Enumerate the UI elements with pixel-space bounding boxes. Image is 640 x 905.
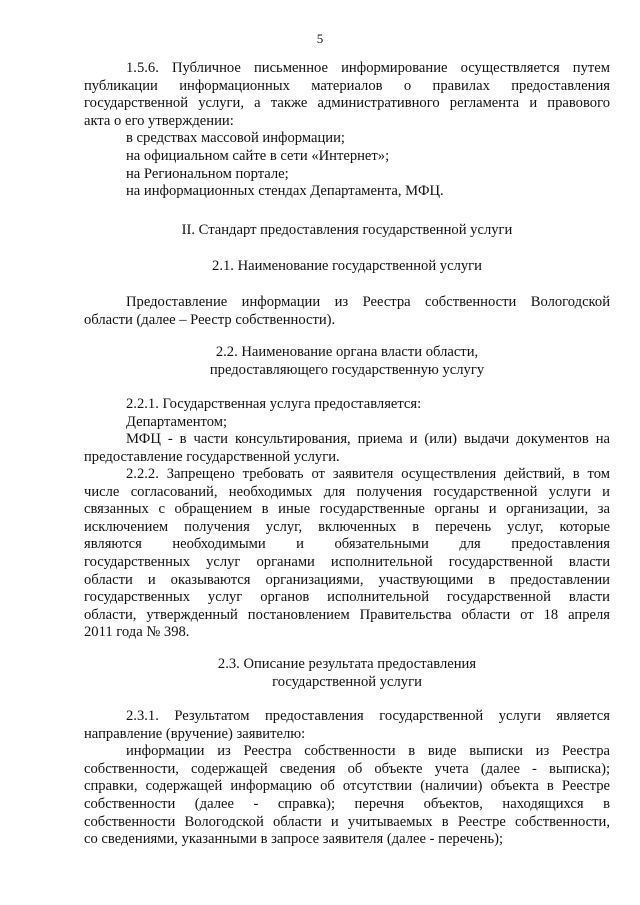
- heading-line: 2.2. Наименование органа власти области,: [215, 344, 479, 360]
- heading-2-2: [84, 344, 610, 379]
- section-2-3-1: [84, 708, 610, 849]
- text-line: собственности (далее - справка); перечня объектов, находящихся в: [84, 795, 610, 812]
- text-line: со сведениями, указанными в запросе заявителя (далее - перечень);: [84, 831, 504, 848]
- heading-line: 2.3. Описание результата предоставления: [217, 656, 477, 672]
- text-line: исключением получения услуг, включенных в перечень услуг, которые: [84, 518, 610, 535]
- text-line: 2.2.1. Государственная услуга предоставляется:: [126, 396, 422, 412]
- paragraph-2-1: [84, 294, 610, 329]
- heading-section-2: II. Стандарт предоставления государственной услуги: [181, 222, 513, 238]
- text-line: области и оказываются организациями, участвующими в предоставлении: [84, 571, 610, 588]
- list-item: в средствах массовой информации;: [126, 130, 345, 147]
- heading-2-1: 2.1. Наименование государственной услуги: [212, 258, 482, 274]
- text-line: области, утвержденный постановлением Правительства области от 18 апреля: [84, 606, 610, 623]
- text-line: собственности Вологодской области и учитываемых в Реестре собственности,: [84, 813, 610, 830]
- text-line: Предоставление информации из Реестра собственности Вологодской: [126, 294, 610, 310]
- text-line: публикации информационных материалов о правилах предоставления: [84, 77, 610, 94]
- text-line: МФЦ - в части консультирования, приема и (или) выдачи документов на: [126, 431, 610, 448]
- text-line: направление (вручение) заявителю:: [84, 725, 306, 742]
- text-line: государственных услуг органами исполнительной государственной власти: [84, 553, 610, 570]
- text-line: информации из Реестра собственности в виде выписки из Реестра: [126, 743, 610, 760]
- heading-line: государственной услуги: [272, 673, 422, 690]
- text-line: государственных услуг органов исполнительной государственной власти: [84, 589, 610, 606]
- section-1-5-6: [84, 60, 610, 201]
- text-line: справки, содержащей информацию об отсутствии (наличии) объекта в Реестре: [84, 778, 610, 795]
- list-item: на Региональном портале;: [126, 165, 289, 182]
- text-line: являются необходимыми и обязательными для предоставления: [84, 536, 610, 553]
- text-line: связанных с обращением в иные государственные органы и организации, за: [84, 501, 610, 518]
- text-line: числе согласований, необходимых для получения государственной услуги и: [84, 483, 610, 500]
- page-number: 5: [316, 31, 324, 46]
- text-line: государственной услуги, а также административного регламента и правового: [84, 95, 610, 112]
- text-line: собственности, содержащей сведения об объекте учета (далее - выписка);: [84, 760, 610, 777]
- list-item: на информационных стендах Департамента, МФЦ.: [126, 183, 444, 200]
- text-line: Департаментом;: [126, 413, 228, 430]
- text-line: области (далее – Реестр собственности).: [84, 311, 336, 328]
- text-line: акта о его утверждении:: [84, 112, 234, 129]
- text-line: предоставление государственной услуги.: [84, 448, 340, 465]
- list-item: на официальном сайте в сети «Интернет»;: [126, 147, 390, 164]
- text-line: 2011 года № 398.: [84, 624, 190, 641]
- heading-2-3: [84, 656, 610, 691]
- text-line: 1.5.6. Публичное письменное информирование осуществляется путем: [126, 60, 610, 76]
- text-line: 2.3.1. Результатом предоставления государственной услуги является: [126, 708, 610, 724]
- section-2-2-2: [84, 466, 610, 642]
- text-line: 2.2.2. Запрещено требовать от заявителя осуществления действий, в том: [126, 466, 610, 482]
- section-2-2-1: [84, 396, 610, 466]
- heading-line: предоставляющего государственную услугу: [209, 361, 485, 378]
